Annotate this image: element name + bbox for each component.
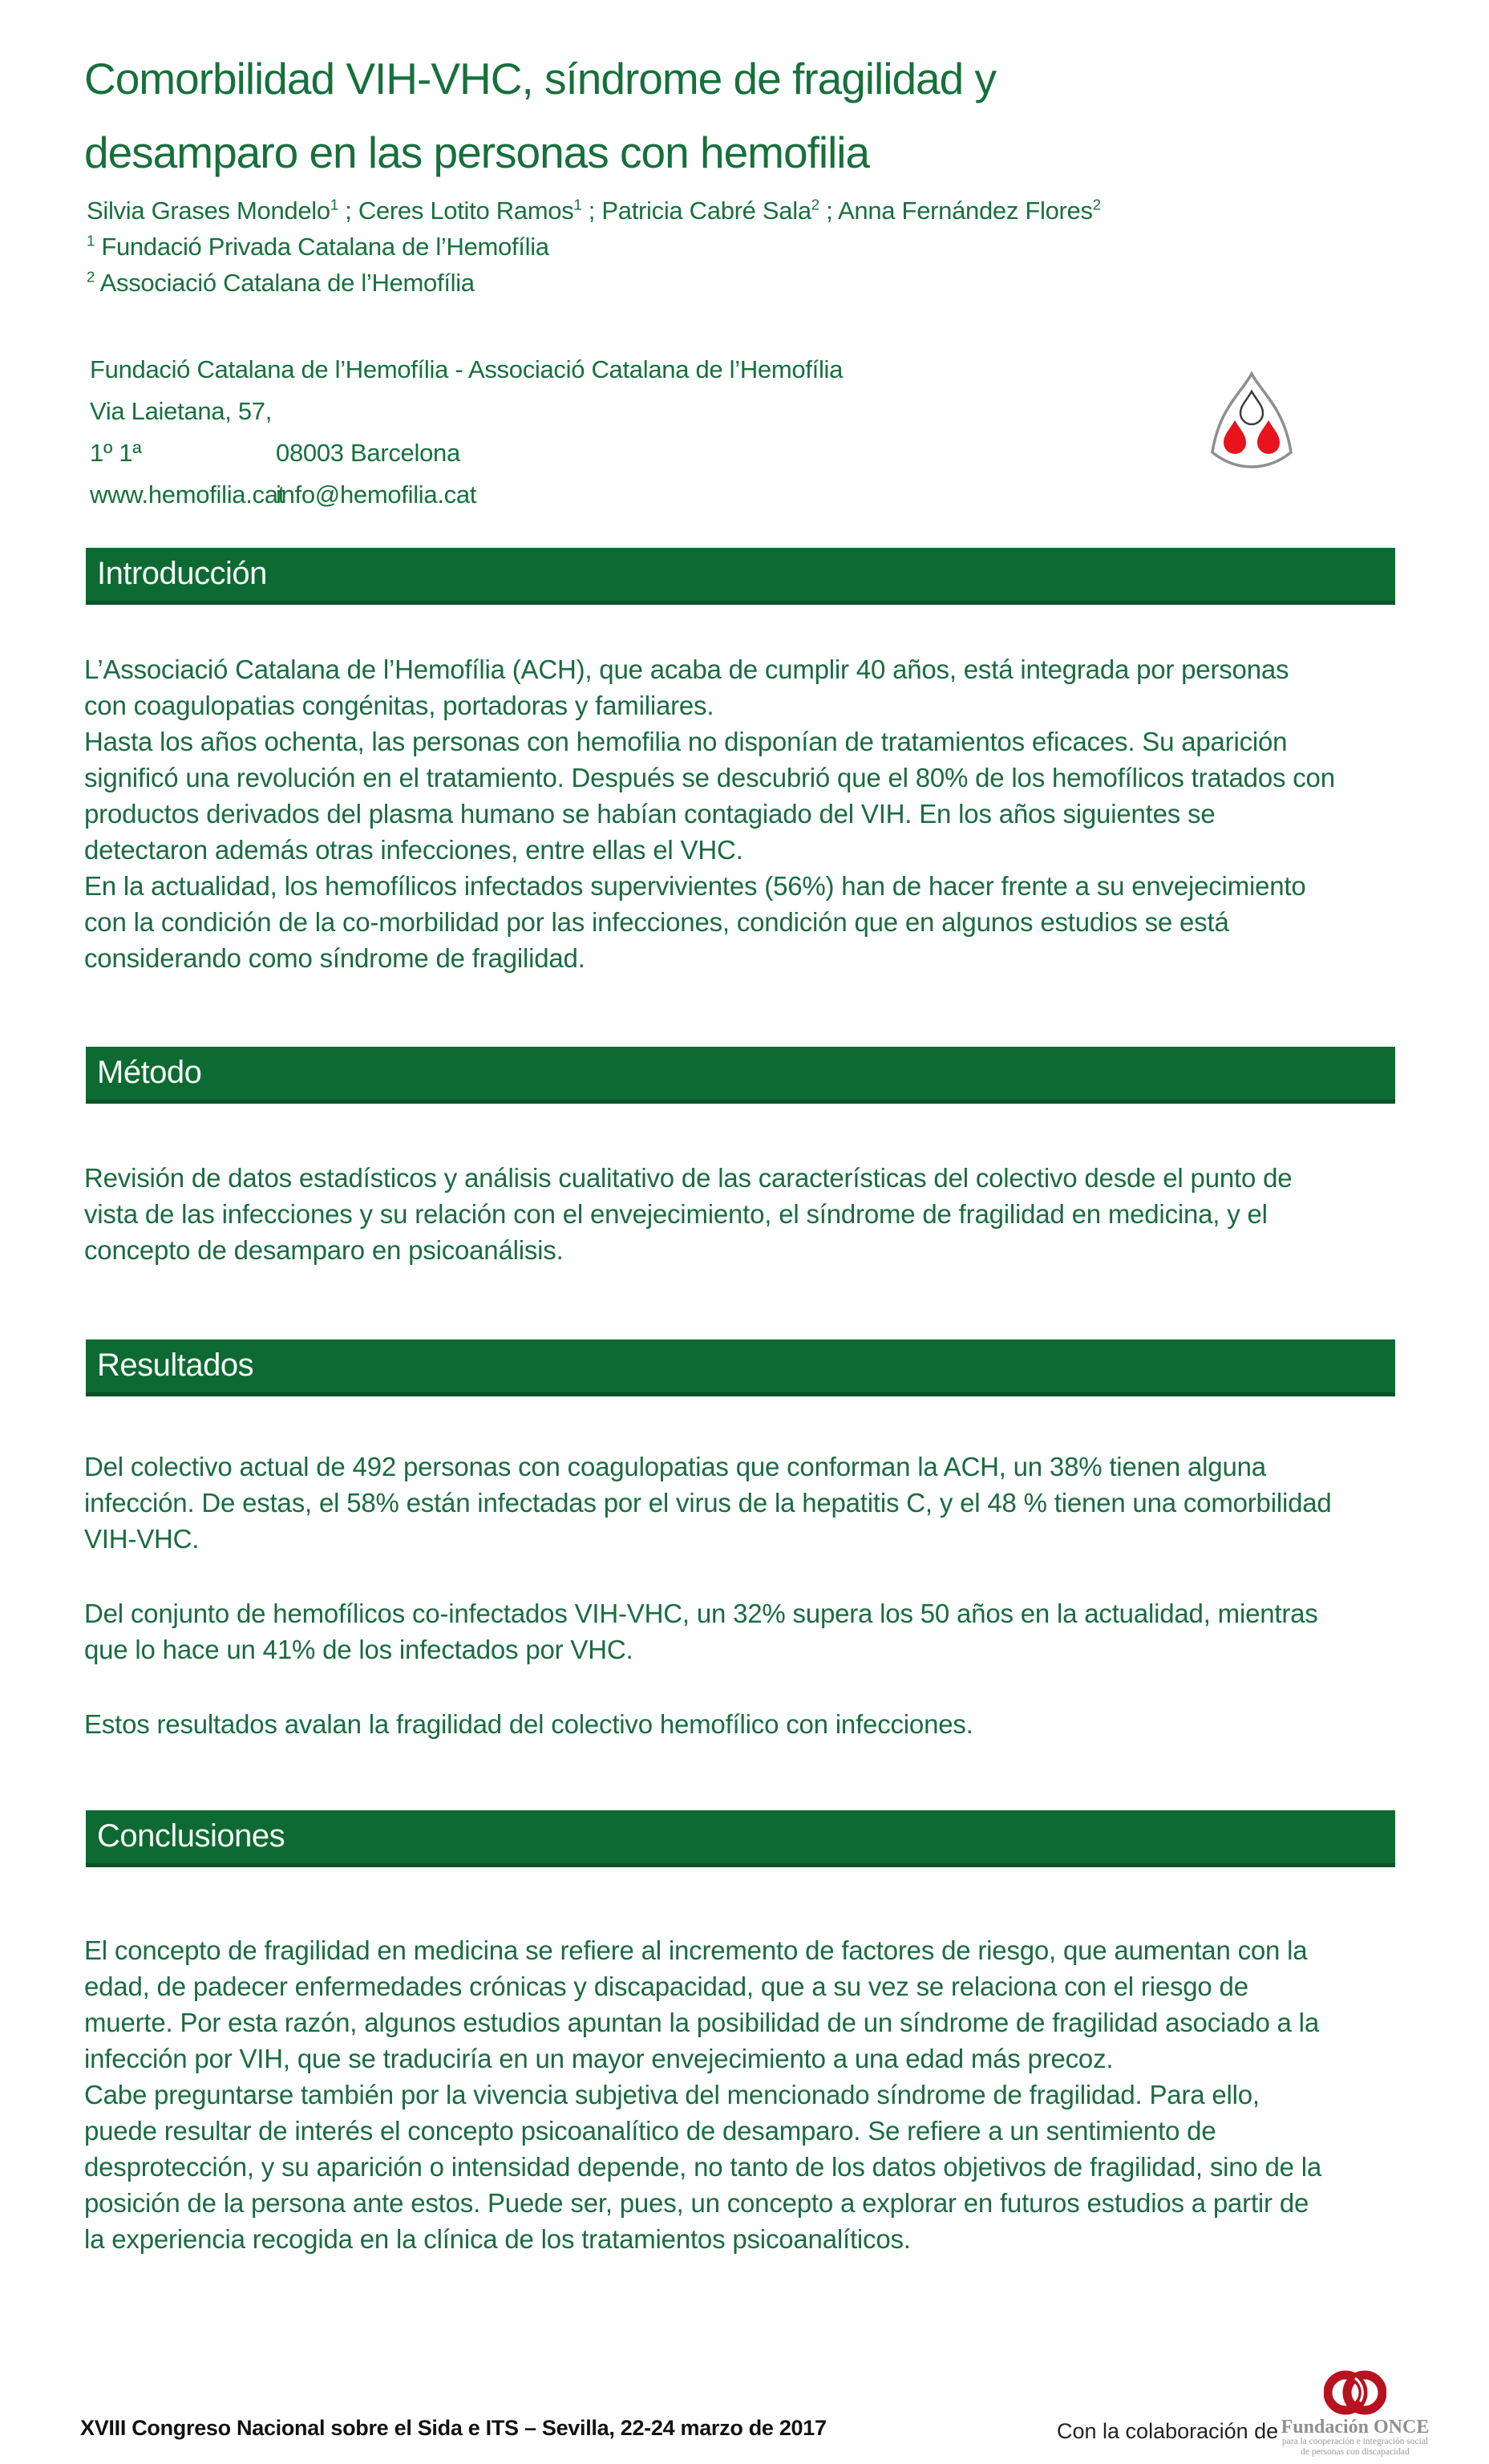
collaboration-label: Con la colaboración de (1057, 2419, 1279, 2443)
affiliation-name: Associació Catalana de l’Hemofília (95, 269, 475, 297)
author-name: Anna Fernández Flores (838, 197, 1093, 225)
section-body-metodo (84, 1160, 1335, 1268)
section-heading: Introducción (97, 556, 267, 591)
once-title: Fundación ONCE (1281, 2417, 1430, 2438)
section-body-introduccion (84, 651, 1335, 976)
section-paragraph: Hasta los años ochenta, las personas con hemofilia no disponían de tratamientos eficaces. Su aparición significó una revolución en el tratamiento. Después se descubrió que el 80% de los hemofílicos tratados con productos derivados del plasma humano se habían contagiado del VIH. En los años siguientes se detectaron además otras infecciones, entre ellas el VHC. (84, 727, 1335, 865)
section-header-metodo (86, 1047, 1395, 1104)
affiliation-line (87, 265, 1101, 301)
red-drop-icon (1224, 420, 1246, 454)
authors-block (87, 192, 1101, 301)
section-paragraph: El concepto de fragilidad en medicina se refiere al incremento de factores de riesgo, que aumentan con la edad, de padecer enfermedades crónicas y discapacidad, que a su vez se relaciona con el riesgo de muerte. Por esta razón, algunos estudios apuntan la posibilidad de un síndrome de fragilidad asociado a la infección por VIH, que se traduciría en un mayor envejecimiento a una edad más precoz. (84, 1935, 1319, 2073)
author-separator: ; (338, 197, 358, 225)
author-separator: ; (581, 197, 602, 225)
section-header-conclusiones (86, 1810, 1395, 1867)
section-heading: Conclusiones (97, 1818, 285, 1854)
street-address: Via Laietana, 57, 1º 1ª (90, 397, 273, 467)
author-separator: ; (819, 197, 839, 225)
section-paragraph: En la actualidad, los hemofílicos infectados supervivientes (56%) han de hacer frente a su envejecimiento con la condición de la co-morbilidad por las infecciones, condición que en algunos estudios se está considerando como síndrome de fragilidad. (84, 871, 1306, 973)
section-body-conclusiones (84, 1932, 1335, 2257)
red-drop-icon (1257, 420, 1280, 454)
affiliation-sup: 1 (87, 232, 95, 249)
authors-line (87, 192, 1101, 229)
fundacion-once-logo (1255, 2368, 1455, 2458)
author-name: Ceres Lotito Ramos (358, 197, 574, 225)
once-rings-icon (1324, 2368, 1386, 2417)
ach-blood-drops-logo-icon (1204, 371, 1299, 476)
author-sup: 2 (811, 196, 819, 213)
section-heading: Método (97, 1055, 202, 1090)
section-body-resultados (84, 1449, 1335, 1742)
section-paragraph: Revisión de datos estadísticos y análisis cualitativo de las características del colectivo desde el punto de vista de las infecciones y su relación con el envejecimiento, el síndrome de fragilidad en medicina, y el concepto de desamparo en psicoanálisis. (84, 1163, 1293, 1265)
city-postal: 08003 Barcelona (276, 439, 460, 467)
website-link: www.hemofilia.cat (90, 480, 285, 509)
section-header-introduccion (86, 548, 1395, 605)
affiliation-name: Fundació Privada Catalana de l’Hemofília (95, 233, 549, 261)
author-sup: 1 (330, 196, 338, 213)
section-header-resultados (86, 1339, 1395, 1396)
affiliation-sup: 2 (87, 268, 95, 286)
section-paragraph: L’Associació Catalana de l’Hemofília (ACH), que acaba de cumplir 40 años, está integrada por personas con coagulopatias congénitas, portadoras y familiares. (84, 654, 1289, 720)
author-sup: 1 (573, 196, 582, 213)
section-paragraph: Del colectivo actual de 492 personas con coagulopatias que conforman la ACH, un 38% tienen alguna infección. De estas, el 58% están infectadas por el virus de la hepatitis C, y el 48 % tienen una comorbilidad VIH-VHC. (84, 1452, 1332, 1554)
drop-outline-icon (1240, 391, 1263, 424)
once-tagline: para la cooperación e integración social (1281, 2437, 1429, 2446)
email-link: info@hemofilia.cat (276, 480, 477, 509)
affiliation-line (87, 229, 1101, 265)
section-heading: Resultados (97, 1348, 254, 1383)
author-sup: 2 (1092, 196, 1101, 213)
web-email-line (90, 474, 843, 516)
contact-block (90, 349, 843, 516)
organization-line: Fundació Catalana de l’Hemofília - Associació Catalana de l’Hemofília (90, 355, 844, 383)
section-paragraph: Cabe preguntarse también por la vivencia subjetiva del mencionado síndrome de fragilidad. Para ello, puede resultar de interés el concepto psicoanalítico de desamparo. Se refiere a un sentimiento de desprotección, y su aparición o intensidad depende, no tanto de los datos objetivos de fragilidad, sino de la posición de la persona ante estos. Puede ser, pues, un concepto a explorar en futuros estudios a partir de la experiencia recogida en la clínica de los tratamientos psicoanalíticos. (84, 2080, 1322, 2254)
author-name: Silvia Grases Mondelo (87, 197, 330, 225)
section-paragraph: Del conjunto de hemofílicos co-infectados VIH-VHC, un 32% supera los 50 años en la actualidad, mientras que lo hace un 41% de los infectados por VHC. (84, 1599, 1318, 1664)
poster-title: Comorbilidad VIH-VHC, síndrome de fragilidad y desamparo en las personas con hemofilia (84, 54, 996, 177)
address-line (90, 391, 843, 474)
section-paragraph: Estos resultados avalan la fragilidad del colectivo hemofílico con infecciones. (84, 1709, 973, 1739)
once-tagline: de personas con discapacidad (1301, 2447, 1410, 2457)
author-name: Patricia Cabré Sala (601, 197, 811, 225)
footer-congress-info: XVIII Congreso Nacional sobre el Sida e ITS – Sevilla, 22-24 marzo de 2017 (80, 2416, 827, 2440)
